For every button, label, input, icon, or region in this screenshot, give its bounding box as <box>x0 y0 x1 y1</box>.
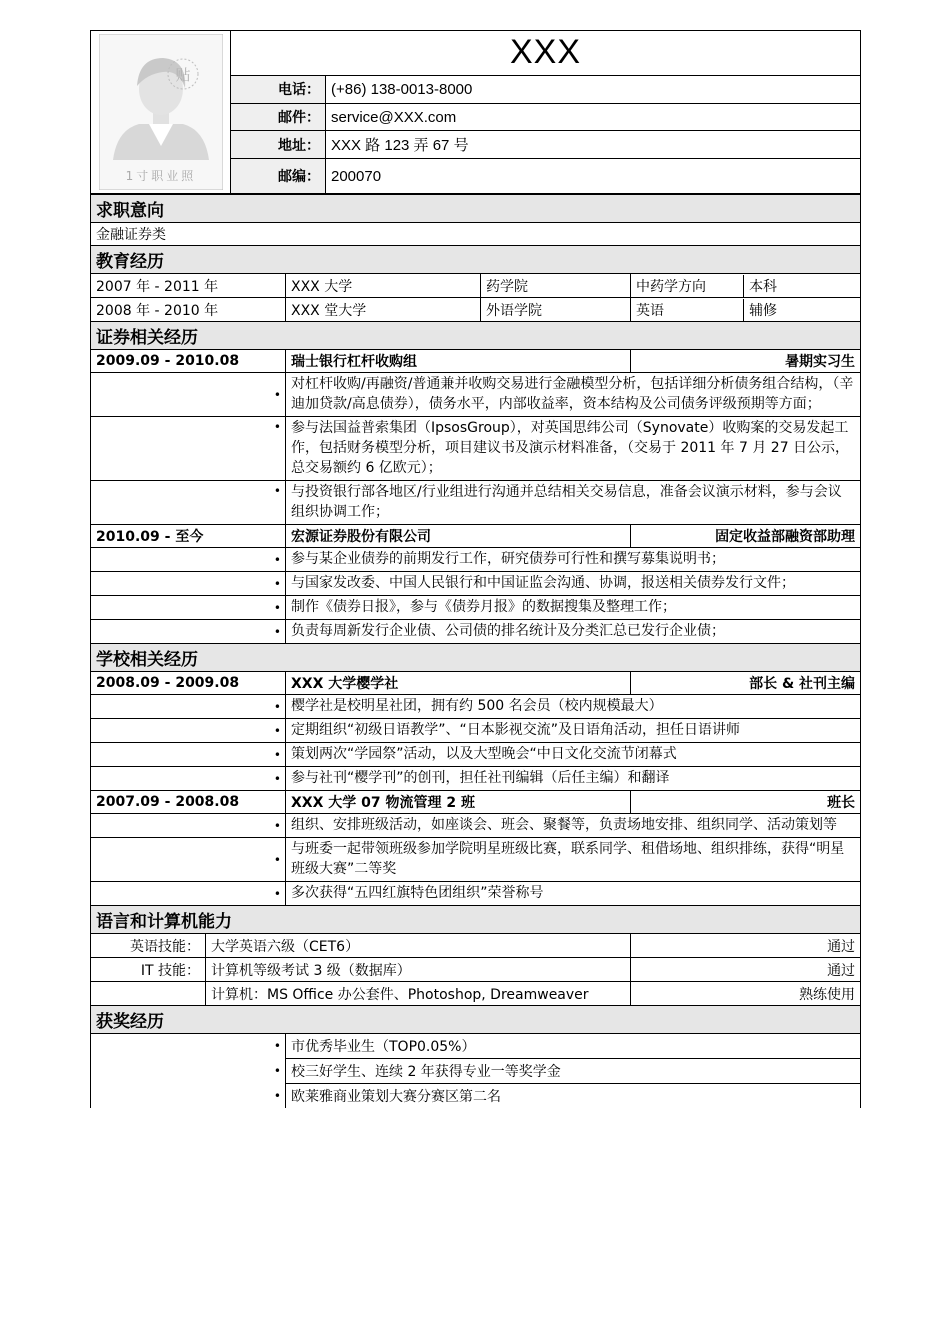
award-row <box>91 1034 861 1059</box>
email-value: service@XXX.com <box>326 103 861 131</box>
candidate-name: XXX <box>231 31 861 76</box>
bullet-text: 组织、安排班级活动，如座谈会、班会、聚餐等，负责场地安排、组织同学、活动策划等 <box>286 814 861 838</box>
skill-label <box>91 982 206 1006</box>
bullet-marker: • <box>91 1059 286 1084</box>
skill-row <box>91 982 861 1006</box>
education-school: XXX 大学 <box>286 274 481 298</box>
job-period: 2008.09 - 2009.08 <box>91 672 286 695</box>
education-college: 药学院 <box>481 274 631 298</box>
education-major: 中药学方向 <box>631 275 744 297</box>
bullet-row <box>91 620 861 644</box>
education-period: 2008 年 - 2010 年 <box>91 298 286 322</box>
bullet-row <box>91 838 861 882</box>
section-title-awards: 获奖经历 <box>91 1006 861 1034</box>
section-title-objective: 求职意向 <box>91 195 861 223</box>
award-row <box>91 1059 861 1084</box>
resume-body-table <box>90 194 861 1108</box>
bullet-text: 参与法国益普索集团（IpsosGroup），对英国思纬公司（Synovate）收购案的交易发起工作，包括财务模型分析，项目建议书及演示材料准备，（交易于 2011 年 7 月 27 日公示，总交易额约 6 亿欧元）； <box>286 417 861 481</box>
section-title-securities: 证券相关经历 <box>91 322 861 350</box>
skill-item: 计算机等级考试 3 级（数据库） <box>206 958 631 982</box>
bullet-row <box>91 695 861 719</box>
bullet-marker: • <box>91 719 286 743</box>
job-organization: 瑞士银行杠杆收购组 <box>286 350 631 373</box>
bullet-text: 定期组织“初级日语教学”、“日本影视交流”及日语角活动，担任日语讲师 <box>286 719 861 743</box>
bullet-row <box>91 417 861 481</box>
job-header <box>91 350 861 373</box>
job-period: 2010.09 - 至今 <box>91 525 286 548</box>
award-item: 市优秀毕业生（TOP0.05%） <box>286 1034 861 1059</box>
bullet-marker: • <box>91 743 286 767</box>
section-title-school: 学校相关经历 <box>91 644 861 672</box>
bullet-marker: • <box>91 1084 286 1109</box>
skill-level: 通过 <box>631 934 861 958</box>
bullet-marker: • <box>91 373 286 417</box>
bullet-marker: • <box>91 814 286 838</box>
job-role: 班长 <box>631 791 861 814</box>
skill-row <box>91 934 861 958</box>
job-role: 部长 & 社刊主编 <box>631 672 861 695</box>
education-degree: 本科 <box>749 278 778 295</box>
education-degree: 辅修 <box>749 302 778 319</box>
bullet-marker: • <box>91 572 286 596</box>
skill-label: 英语技能： <box>91 934 206 958</box>
award-item: 校三好学生、连续 2 年获得专业一等奖学金 <box>286 1059 861 1084</box>
bullet-row <box>91 719 861 743</box>
job-organization: 宏源证券股份有限公司 <box>286 525 631 548</box>
bullet-row <box>91 767 861 791</box>
bullet-text: 多次获得“五四红旗特色团组织”荣誉称号 <box>286 882 861 906</box>
photo-caption: 1寸职业照 <box>125 169 196 183</box>
bullet-row <box>91 814 861 838</box>
bullet-marker: • <box>91 417 286 481</box>
resume <box>90 30 860 1108</box>
bullet-row <box>91 548 861 572</box>
phone-label: 电话： <box>231 75 326 103</box>
address-label: 地址： <box>231 131 326 159</box>
skill-level: 通过 <box>631 958 861 982</box>
bullet-row <box>91 596 861 620</box>
bullet-row <box>91 572 861 596</box>
address-value: XXX 路 123 弄 67 号 <box>326 131 861 159</box>
skill-item: 大学英语六级（CET6） <box>206 934 631 958</box>
job-period: 2009.09 - 2010.08 <box>91 350 286 373</box>
bullet-text: 对杠杆收购/再融资/普通兼并收购交易进行金融模型分析，包括详细分析债务组合结构，（辛迪加贷款/高息债券），债务水平，内部收益率，资本结构及公司债务评级预期等方面； <box>286 373 861 417</box>
education-period: 2007 年 - 2011 年 <box>91 274 286 298</box>
bullet-text: 参与社刊“樱学刊”的创刊，担任社刊编辑（后任主编）和翻译 <box>286 767 861 791</box>
bullet-marker: • <box>91 481 286 525</box>
bullet-text: 制作《债券日报》，参与《债券月报》的数据搜集及整理工作； <box>286 596 861 620</box>
bullet-text: 与投资银行部各地区/行业组进行沟通并总结相关交易信息，准备会议演示材料，参与会议组织协调工作； <box>286 481 861 525</box>
bullet-text: 参与某企业债券的前期发行工作，研究债券可行性和撰写募集说明书； <box>286 548 861 572</box>
job-organization: XXX 大学 07 物流管理 2 班 <box>286 791 631 814</box>
job-organization: XXX 大学樱学社 <box>286 672 631 695</box>
objective-value: 金融证券类 <box>91 223 861 246</box>
bullet-text: 策划两次“学园祭”活动，以及大型晚会“中日文化交流节闭幕式 <box>286 743 861 767</box>
skill-item: 计算机：MS Office 办公套件、Photoshop, Dreamweaver <box>206 982 631 1006</box>
postcode-label: 邮编： <box>231 159 326 194</box>
bullet-marker: • <box>91 838 286 882</box>
job-header <box>91 525 861 548</box>
education-row <box>91 274 861 298</box>
job-role: 暑期实习生 <box>631 350 861 373</box>
education-major: 英语 <box>631 299 744 321</box>
bullet-marker: • <box>91 767 286 791</box>
bullet-text: 樱学社是校明星社团，拥有约 500 名会员（校内规模最大） <box>286 695 861 719</box>
job-header <box>91 672 861 695</box>
job-header <box>91 791 861 814</box>
bullet-marker: • <box>91 548 286 572</box>
bullet-text: 与国家发改委、中国人民银行和中国证监会沟通、协调，报送相关债券发行文件； <box>286 572 861 596</box>
education-college: 外语学院 <box>481 298 631 322</box>
photo-cell <box>91 31 231 194</box>
skill-level: 熟练使用 <box>631 982 861 1006</box>
job-role: 固定收益部融资部助理 <box>631 525 861 548</box>
bullet-row <box>91 743 861 767</box>
header-table <box>90 30 861 194</box>
bullet-row <box>91 481 861 525</box>
bullet-marker: • <box>91 596 286 620</box>
award-item: 欧莱雅商业策划大赛分赛区第二名 <box>286 1084 861 1109</box>
bullet-row <box>91 373 861 417</box>
award-row <box>91 1084 861 1109</box>
bullet-text: 负责每周新发行企业债、公司债的排名统计及分类汇总已发行企业债； <box>286 620 861 644</box>
skill-label: IT 技能： <box>91 958 206 982</box>
bullet-row <box>91 882 861 906</box>
bullet-marker: • <box>91 1034 286 1059</box>
education-row <box>91 298 861 322</box>
email-label: 邮件： <box>231 103 326 131</box>
section-title-education: 教育经历 <box>91 246 861 274</box>
skill-row <box>91 958 861 982</box>
bullet-marker: • <box>91 695 286 719</box>
job-period: 2007.09 - 2008.08 <box>91 791 286 814</box>
education-school: XXX 堂大学 <box>286 298 481 322</box>
phone-value: (+86) 138-0013-8000 <box>326 75 861 103</box>
profile-photo-placeholder <box>99 34 223 190</box>
photo-stamp: 贴 <box>174 66 191 84</box>
postcode-value: 200070 <box>326 159 861 194</box>
bullet-marker: • <box>91 882 286 906</box>
bullet-text: 与班委一起带领班级参加学院明星班级比赛，联系同学、租借场地、组织排练，获得“明星班级大赛”二等奖 <box>286 838 861 882</box>
section-title-skills: 语言和计算机能力 <box>91 906 861 934</box>
bullet-marker: • <box>91 620 286 644</box>
